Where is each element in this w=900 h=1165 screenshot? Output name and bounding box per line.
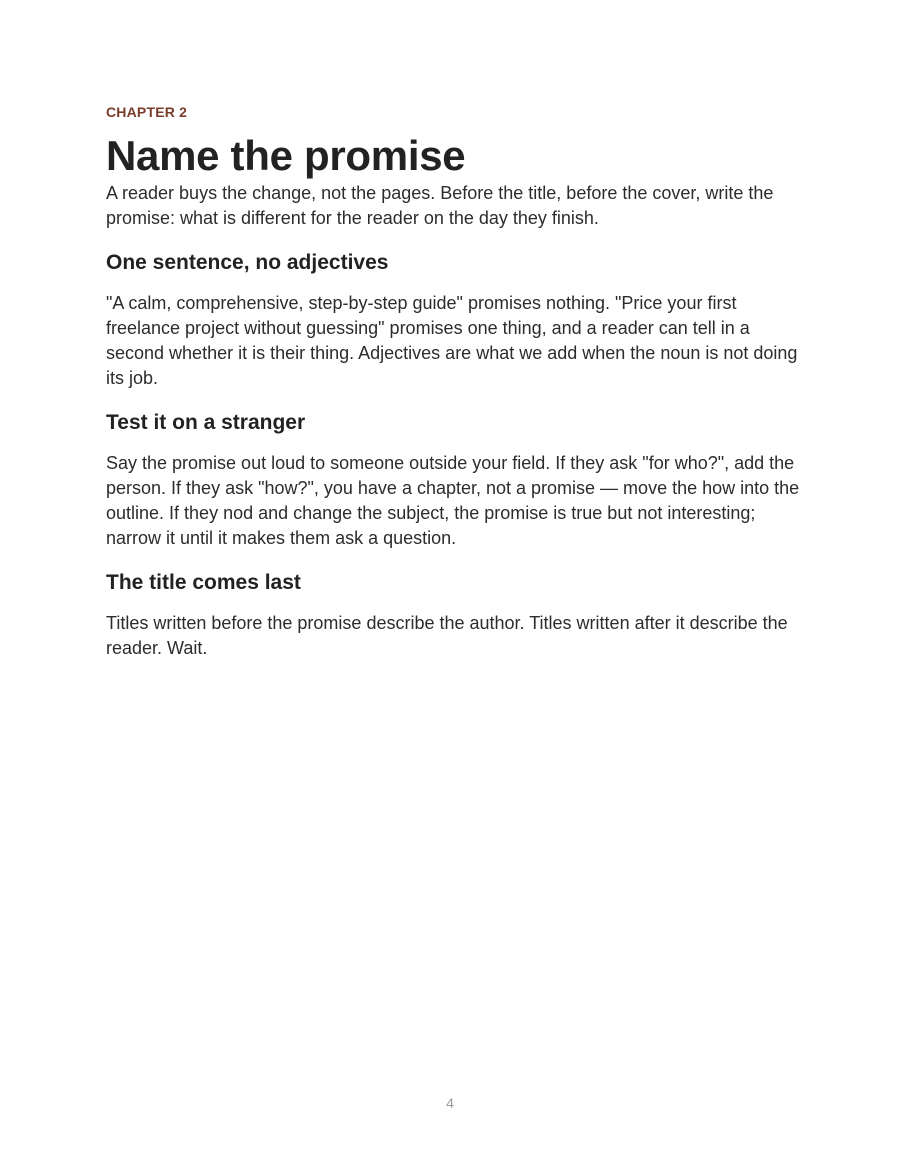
chapter-page bbox=[106, 104, 806, 661]
section-heading-test-stranger: Test it on a stranger bbox=[106, 411, 306, 434]
intro-paragraph: A reader buys the change, not the pages. Before the title, before the cover, write the promise: what is different for the reader on the day they finish. bbox=[106, 183, 774, 228]
page-number: 4 bbox=[446, 1095, 454, 1111]
section-body-one-sentence: "A calm, comprehensive, step-by-step guide" promises nothing. "Price your first freelance project without guessing" promises one thing, and a reader can tell in a second whether it is their thing. Adjectives are what we add when the noun is not doing its job. bbox=[106, 293, 798, 388]
chapter-label: CHAPTER 2 bbox=[106, 104, 188, 120]
chapter-title: Name the promise bbox=[106, 132, 466, 179]
section-body-title-last: Titles written before the promise describe the author. Titles written after it describe the reader. Wait. bbox=[106, 613, 788, 658]
section-body-test-stranger: Say the promise out loud to someone outside your field. If they ask "for who?", add the person. If they ask "how?", you have a chapter, not a promise — move the how into the outline. If they nod and change the subject, the promise is true but not interesting; narrow it until it makes them ask a question. bbox=[106, 453, 800, 548]
section-heading-title-last: The title comes last bbox=[106, 571, 301, 594]
section-heading-one-sentence: One sentence, no adjectives bbox=[106, 251, 389, 274]
